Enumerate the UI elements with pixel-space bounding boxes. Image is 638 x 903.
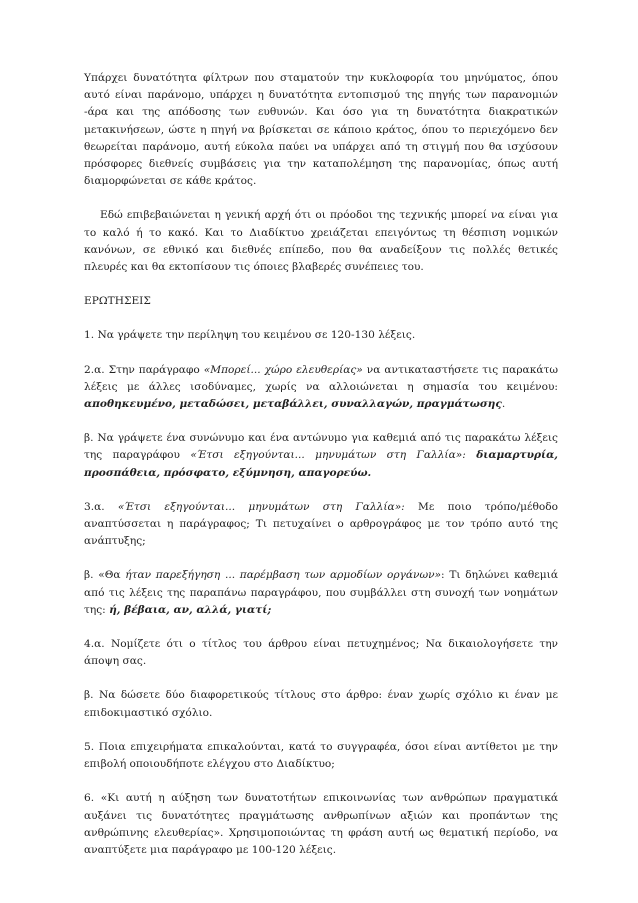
- q3b-post: : Τι δηλώνει καθεμιά από τις λέξεις της παραπάνω παραγράφου, που συμβάλλει στη συνοχή των νοημάτων της:: [84, 569, 558, 616]
- q2a-pre: 2.α. Στην παράγραφο: [84, 363, 204, 376]
- q3b-words: ή, βέβαια, αν, αλλά, γιατί;: [109, 603, 272, 616]
- questions-heading: ΕΡΩΤΗΣΕΙΣ: [84, 295, 151, 308]
- question-6: 6. «Κι αυτή η αύξηση των δυνατοτήτων επικοινωνίας των ανθρώπων πραγματικά αυξάνει τις δυνατότητες πραγμάτωσης ανθρωπίνων αξιών και προπάντων της ανθρώπινης ελευθερίας». Χρησιμοποιώντας τη φράση αυτή ως θεματική περίοδο, να αναπτύξετε μια παράγραφο με 100-120 λέξεις.: [84, 792, 558, 856]
- question-1: 1. Να γράψετε την περίληψη του κειμένου σε 120-130 λέξεις.: [84, 329, 416, 342]
- q3b-quote: ήταν παρεξήγηση ... παρέμβαση των αρμοδίων οργάνων»: [125, 569, 442, 582]
- q2a-quote: «Μπορεί... χώρο ελευθερίας»: [203, 363, 363, 376]
- question-2a: [84, 362, 558, 414]
- question-3b: [84, 567, 558, 619]
- q3a-post: Με ποιο τρόπο/μέθοδο αναπτύσσεται η παράγραφος; Τι πετυχαίνει ο αρθρογράφος με τον τρόπο αυτό της ανάπτυξης;: [84, 500, 558, 548]
- question-4b: β. Να δώσετε δύο διαφορετικούς τίτλους στο άρθρο: έναν χωρίς σχόλιο κι έναν με επιδοκιμαστικό σχόλιο.: [84, 689, 558, 719]
- q3a-pre: 3.α.: [84, 500, 118, 513]
- question-3a: [84, 499, 558, 551]
- intro-paragraph-2: Εδώ επιβεβαιώνεται η γενική αρχή ότι οι πρόοδοι της τεχνικής μπορεί να είναι για το καλό ή το κακό. Και το Διαδίκτυο χρειάζεται επειγόντως τη θέσπιση νομικών κανόνων, σε εθνικό και διεθνές επίπεδο, που θα αναδείξουν τις πολλές θετικές πλευρές και θα εκτοπίσουν τις όποιες βλαβερές συνέπειες του.: [84, 209, 558, 274]
- intro-paragraph-1: Υπάρχει δυνατότητα φίλτρων που σταματούν την κυκλοφορία του μηνύματος, όπου αυτό είναι παράνομο, υπάρχει η δυνατότητα εντοπισμού της πηγής των παρανομιών -άρα και της απόδοσης των ευθυνών. Και όσο για τη δυνατότητα διακρατικών μετακινήσεων, ώστε η πηγή να βρίσκεται σε κάποιο κράτος, όπου το περιεχόμενο δεν θεωρείται παράνομο, αυτή εύκολα παύει να υπάρχει από τη στιγμή που θα ισχύσουν πρόσφορες διεθνείς συμβάσεις για την καταπολέμηση της παρανομίας, όπως αυτή διαμορφώνεται σε κάθε κράτος.: [84, 72, 558, 188]
- q2a-words: αποθηκευμένο, μεταδώσει, μεταβάλλει, συναλλαγών, πραγμάτωσης: [84, 398, 502, 411]
- q2b-pre: β. Να γράψετε ένα συνώνυμο και ένα αντώνυμο για καθεμιά από τις παρακάτω λέξεις της παραγράφου: [84, 432, 558, 462]
- q2a-end: .: [501, 398, 506, 411]
- q3b-pre: β. «Θα: [84, 569, 126, 582]
- q2b-words: διαμαρτυρία, προσπάθεια, πρόσφατο, εξύμνηση, απαγορεύω.: [84, 449, 558, 479]
- question-5: 5. Ποια επιχειρήματα επικαλούνται, κατά το συγγραφέα, όσοι είναι αντίθετοι με την επιβολή οποιουδήποτε ελέγχου στο Διαδίκτυο;: [84, 740, 558, 771]
- document-page: [84, 70, 558, 876]
- q2a-post: να αντικαταστήσετε τις παρακάτω λέξεις με άλλες ισοδύναμες, χωρίς να αλλοιώνεται η σημασία του κειμένου:: [84, 363, 558, 393]
- q2b-quote: «Έτσι εξηγούνται... μηνυμάτων στη Γαλλία»:: [190, 449, 466, 462]
- q3a-quote: «Έτσι εξηγούνται... μηνυμάτων στη Γαλλία»:: [117, 500, 405, 513]
- question-4a: 4.α. Νομίζετε ότι ο τίτλος του άρθρου είναι πετυχημένος; Να δικαιολογήσετε την άποψη σας.: [84, 638, 558, 668]
- question-2b: [84, 430, 558, 482]
